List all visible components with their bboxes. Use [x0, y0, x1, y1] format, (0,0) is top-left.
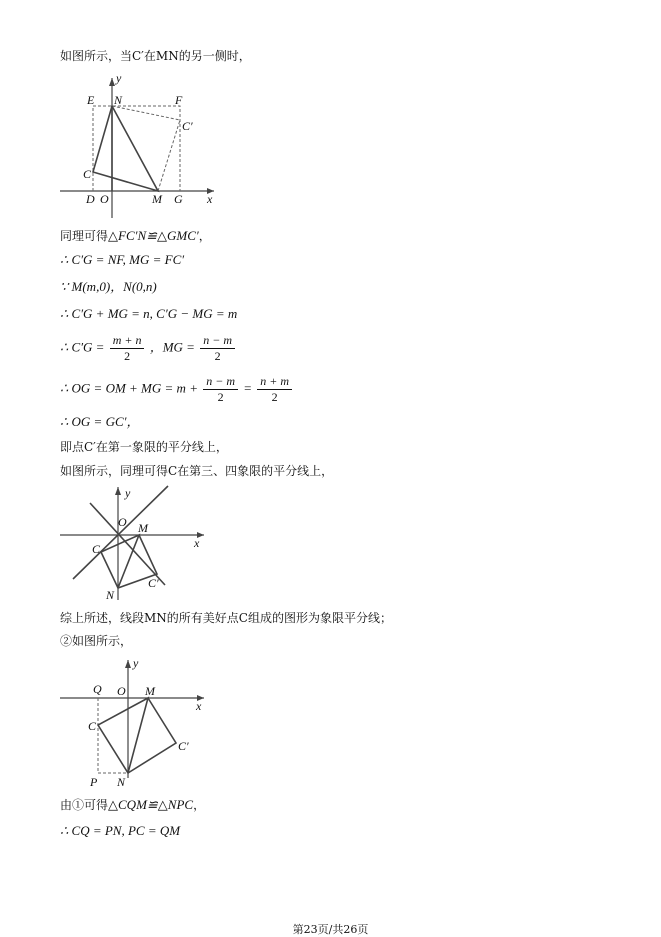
- line-cq-pn: ∴ CQ = PN, PC = QM: [60, 823, 181, 838]
- fig2-label-O: O: [118, 515, 127, 529]
- fig2-label-C1: C′: [148, 576, 159, 590]
- fig3-label-M: M: [145, 684, 155, 698]
- fig1-label-D: D: [86, 192, 95, 206]
- fig1-label-N: N: [114, 93, 123, 107]
- line-solve-c1g-mg: ∴ C′G = $\frac{m + n}{2}$ ，MG = $\frac{n - m}{2}$: [60, 333, 237, 364]
- fig1-label-O: O: [100, 192, 109, 206]
- fig3-triangle-MCN: [98, 698, 148, 773]
- fig3-QP-PN: [98, 698, 128, 773]
- fig2-label-M: M: [138, 521, 148, 535]
- line-sum-diff: ∴ C′G + MG = n, C′G − MG = m: [60, 306, 238, 321]
- summary-text: 综上所述，线段MN的所有美好点C组成的图形为象限平分线；: [60, 611, 392, 625]
- fig2-label-C: C: [92, 542, 101, 556]
- line-coordinates: ∵ M(m,0)，N(0,n): [60, 279, 157, 294]
- fig3-label-y: y: [133, 656, 139, 670]
- line-congruent-1: 同理可得△FC′N≌△GMC′，: [60, 228, 211, 243]
- fig3-label-x: x: [196, 699, 202, 713]
- fig3-label-O: O: [117, 684, 126, 698]
- line-equal-sides: ∴ C′G = NF, MG = FC′: [60, 252, 185, 267]
- fig2-label-y: y: [125, 486, 131, 500]
- part-2-intro: ②如图所示，: [60, 634, 133, 648]
- line-og: ∴ OG = OM + MG = m + $\frac{n - m}{2}$ = $\frac{n + m}{2}$: [60, 374, 294, 405]
- intro-text: 如图所示，当C′在MN的另一侧时，: [60, 49, 251, 63]
- fig1-label-G: G: [174, 192, 183, 206]
- fig3-label-N: N: [117, 775, 126, 789]
- fig1-label-C: C: [83, 167, 92, 181]
- fig2-label-N: N: [106, 588, 115, 602]
- conclusion-first-quadrant: 即点C′在第一象限的平分线上，: [60, 440, 228, 454]
- fig3-y-arrow: [125, 660, 131, 668]
- fig1-label-y: y: [116, 71, 122, 85]
- fig1-label-F: F: [175, 93, 183, 107]
- fig1-label-x: x: [207, 192, 213, 206]
- line-og-eq-gc1: ∴ OG = GC′，: [60, 414, 140, 429]
- page-footer: 第23页/共26页: [292, 923, 369, 936]
- fig3-MC1N: [128, 698, 176, 773]
- fig1-label-C1: C′: [182, 119, 193, 133]
- fig2-label-x: x: [194, 536, 200, 550]
- fig3-label-Q: Q: [93, 682, 102, 696]
- fig1-label-E: E: [87, 93, 95, 107]
- fig1-label-M: M: [152, 192, 162, 206]
- line-congruent-2: 由①可得△CQM≌△NPC，: [60, 797, 206, 812]
- intro-text-2: 如图所示，同理可得C在第三、四象限的平分线上，: [60, 464, 334, 478]
- fig3-label-C1: C′: [178, 739, 189, 753]
- fig3-label-C: C: [88, 719, 97, 733]
- fig3-label-P: P: [90, 775, 98, 789]
